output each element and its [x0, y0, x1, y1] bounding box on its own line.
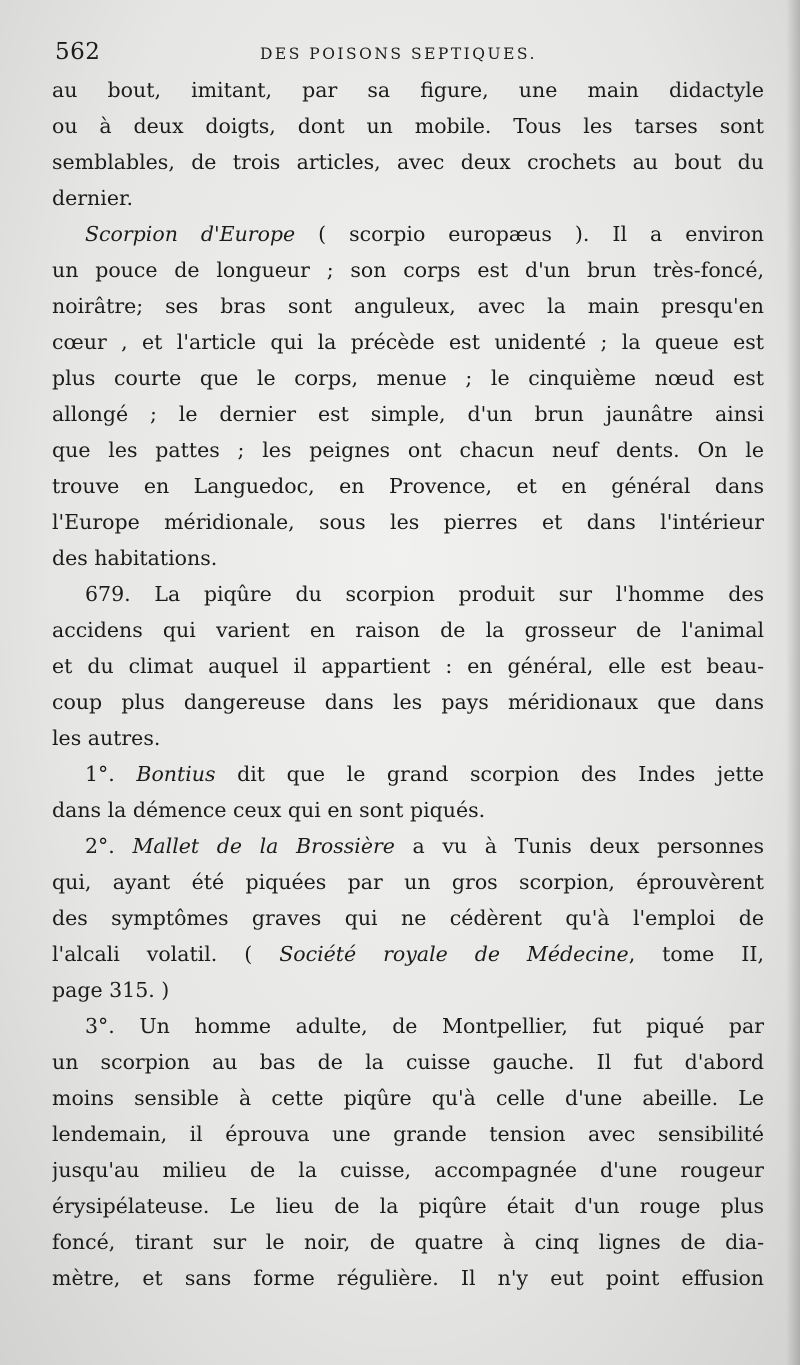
- page-number: 562: [55, 39, 101, 65]
- text-line: que les pattes ; les peignes ont chacun neuf dents. On le: [52, 438, 764, 462]
- text-line: dernier.: [52, 186, 134, 210]
- text-line: accidens qui varient en raison de la grosseur de l'animal: [52, 618, 764, 642]
- text-line: un scorpion au bas de la cuisse gauche. Il fut d'abord: [52, 1050, 764, 1074]
- text-line: coup plus dangereuse dans les pays méridionaux que dans: [52, 690, 764, 714]
- page-edge-shadow: [786, 0, 800, 1365]
- text-line: jusqu'au milieu de la cuisse, accompagnée d'une rougeur: [52, 1158, 764, 1182]
- text-line: mètre, et sans forme régulière. Il n'y eut point effusion: [52, 1266, 764, 1290]
- text-line: 679. La piqûre du scorpion produit sur l'homme des: [85, 582, 764, 606]
- text-line: 3°. Un homme adulte, de Montpellier, fut piqué par: [85, 1014, 764, 1038]
- text-line: cœur , et l'article qui la précède est unidenté ; la queue est: [52, 330, 764, 354]
- text-line: 1°. Bontius dit que le grand scorpion des Indes jette: [85, 762, 764, 786]
- author-name: Bontius: [136, 762, 216, 786]
- text-line: noirâtre; ses bras sont anguleux, avec la main presqu'en: [52, 294, 764, 318]
- text-line: foncé, tirant sur le noir, de quatre à cinq lignes de dia-: [52, 1230, 764, 1254]
- author-name: Mallet de la Brossière: [132, 834, 395, 858]
- text-line: lendemain, il éprouva une grande tension avec sensibilité: [52, 1122, 764, 1146]
- taxon-name: Scorpion d'Europe: [85, 222, 296, 246]
- citation-title: Société royale de Médecine: [279, 942, 629, 966]
- text-line: Scorpion d'Europe ( scorpio europæus ). Il a environ: [85, 222, 764, 246]
- text-line: un pouce de longueur ; son corps est d'un brun très-foncé,: [52, 258, 764, 282]
- body-text: [52, 72, 764, 1296]
- text-line: 2°. Mallet de la Brossière a vu à Tunis deux personnes: [85, 834, 764, 858]
- text-line: les autres.: [52, 726, 161, 750]
- text-line: l'alcali volatil. ( Société royale de Médecine, tome II,: [52, 942, 764, 966]
- text-line: dans la démence ceux qui en sont piqués.: [52, 798, 486, 822]
- text-line: des habitations.: [52, 546, 218, 570]
- page-header: [55, 36, 755, 76]
- text-line: moins sensible à cette piqûre qu'à celle d'une abeille. Le: [52, 1086, 764, 1110]
- text-line: semblables, de trois articles, avec deux crochets au bout du: [52, 150, 764, 174]
- running-head: DES POISONS SEPTIQUES.: [260, 45, 537, 63]
- text-line: et du climat auquel il appartient : en général, elle est beau-: [52, 654, 764, 678]
- text-line: plus courte que le corps, menue ; le cinquième nœud est: [52, 366, 764, 390]
- text-line: l'Europe méridionale, sous les pierres et dans l'intérieur: [52, 510, 764, 534]
- text-line: qui, ayant été piquées par un gros scorpion, éprouvèrent: [52, 870, 764, 894]
- text-line: au bout, imitant, par sa figure, une main didactyle: [52, 78, 764, 102]
- text-line: des symptômes graves qui ne cédèrent qu'à l'emploi de: [52, 906, 764, 930]
- text-line: ou à deux doigts, dont un mobile. Tous les tarses sont: [52, 114, 764, 138]
- text-line: érysipélateuse. Le lieu de la piqûre était d'un rouge plus: [52, 1194, 764, 1218]
- text-line: trouve en Languedoc, en Provence, et en général dans: [52, 474, 764, 498]
- text-line: allongé ; le dernier est simple, d'un brun jaunâtre ainsi: [52, 402, 764, 426]
- text-line: page 315. ): [52, 978, 170, 1002]
